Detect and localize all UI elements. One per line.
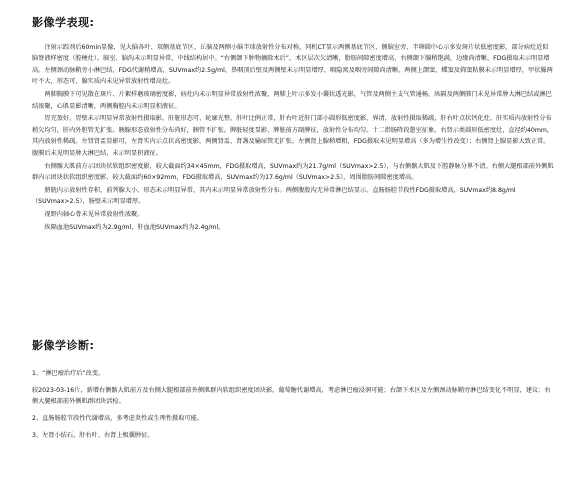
diagnosis-item-1: 1、“淋巴瘤治疗后”改变。 (32, 370, 105, 377)
findings-paragraph-chest: 两肺胸膜下可见散在斑片、片絮样磨玻璃密度影，病灶内未示明显异常放射性浓聚，两肺上叶示多发小囊状透光影，气管及两侧主支气管通畅，纵隔及两侧肺门未见异常肿大淋巴结或淋巴结浓聚，心肌显影清晰，两侧胸腔内未示明显积液征。 (32, 91, 552, 110)
diagnosis-item-3: 3、左肾小结石。肝右叶、右肾上极囊肿征。 (32, 432, 154, 439)
findings-heading: 影像学表现: (32, 16, 95, 29)
findings-paragraph-soft-tissue-mass: 右侧髂大肌前方示团块状软组织密度影，较大截面约34×45mm，FDG摄取增高，SUVmax约为21.7g/ml（SUVmax>2.5），与右侧髂大肌及下腔静脉分界不清。右侧大腿根部前外侧肌群内示团块状软组织密度影，较大截面约60×92mm，FDG摄取增高，SUVmax约为17.6g/ml（SUVmax>2.5），周围脂肪间隙密度增高。 (32, 162, 554, 181)
findings-paragraph-pelvis: 膀胱内示放射性存积，前列腺大小、形态未示明显异常，其内未示明显异常放射性分布。两侧腹股沟无异常淋巴结显示。直肠肠腔节段性FDG摄取增高，SUVmax约8.8g/ml（SUVmax>2.5），肠壁未示明显增厚。 (32, 186, 516, 206)
findings-body (32, 42, 554, 235)
findings-paragraph-abdomen: 胃充盈好，胃壁未示明显异常放射性摄取影，肝脏形态可，轮廓光整，肝叶比例正常，肝右叶近肝门部小圆形低密度影，界清，放射性摄取稀疏，肝右叶点状钙化灶。肝实质内放射性分布稍欠均匀，肝内外胆管无扩张。胰腺形态放射性分布尚好，胰管不扩张。脾脏轻度显影，脾脏前方副脾征，放射性分布均匀。十二指肠降段憩室征象。右肾示类圆形低密度灶，直径约40mm，其内放射性稀疏。左肾肾盂显影可，左肾实内示点状高密度影，两侧肾盂、肾盏及输尿管无扩张。左侧肾上腺稍增粗，FDG摄取未见明显增高（多为增生性改变）；右侧肾上腺显影大致正常。腹膜后未见明显肿大淋巴结，未示明显积液征。 (32, 115, 554, 157)
findings-paragraph-brain-neck: 注射示踪剂后60min显像，见大脑各叶、双侧基底节区、丘脑及两侧小脑半球放射性分布对称，同机CT显示两侧基底节区、侧脑室旁、半卵圆中心示多发斑片状低密度影，部分病灶近似脑脊液样密度（腔梗灶）。脑室、脑沟未示明显异常，中线结构居中。“右侧颌下肿物摘除术后”，术区层次欠清晰，脂肪间隙密度增高，右侧颌下腺稍饱满，边缘尚清晰，FDG摄取未示明显增高。左侧颈动脉鞘旁小淋巴结，FDG代谢稍增高，SUVmax约2.5g/ml，鼻咽顶后壁及两侧壁未示明显增厚，咽隐窝及咽旁间隙尚清晰。两侧上颌窦、蝶窦及筛窦粘膜未示明显增厚，甲状腺两叶不大，形态可，腺实质内未见异常放射性增高灶。 (32, 44, 553, 86)
diagnosis-body (32, 368, 554, 441)
diagnosis-heading: 影像学诊断: (32, 339, 95, 352)
diagnosis-item-1-detail: 较2023-03-16片，新增右侧髂大肌前方及右侧大腿根部前外侧肌群内软组织密度团块影，葡萄糖代谢增高，考虑淋巴瘤浸润可能；右颌下术区及左侧颈动脉鞘旁淋巴结变化不明显，建议：右侧大腿根部前外侧肌群团块活检。 (32, 387, 551, 405)
findings-paragraph-blood-pool: 纵隔血池SUVmax约为2.9g/ml，肝血池SUVmax约为2.4g/ml。 (44, 224, 225, 232)
findings-paragraph-bone: 视野内轴心骨未见异常放射性浓聚。 (44, 211, 144, 219)
diagnosis-item-2: 2、直肠肠腔节段性代谢增高，多考虑炎性或生理性摄取可能。 (32, 415, 203, 422)
